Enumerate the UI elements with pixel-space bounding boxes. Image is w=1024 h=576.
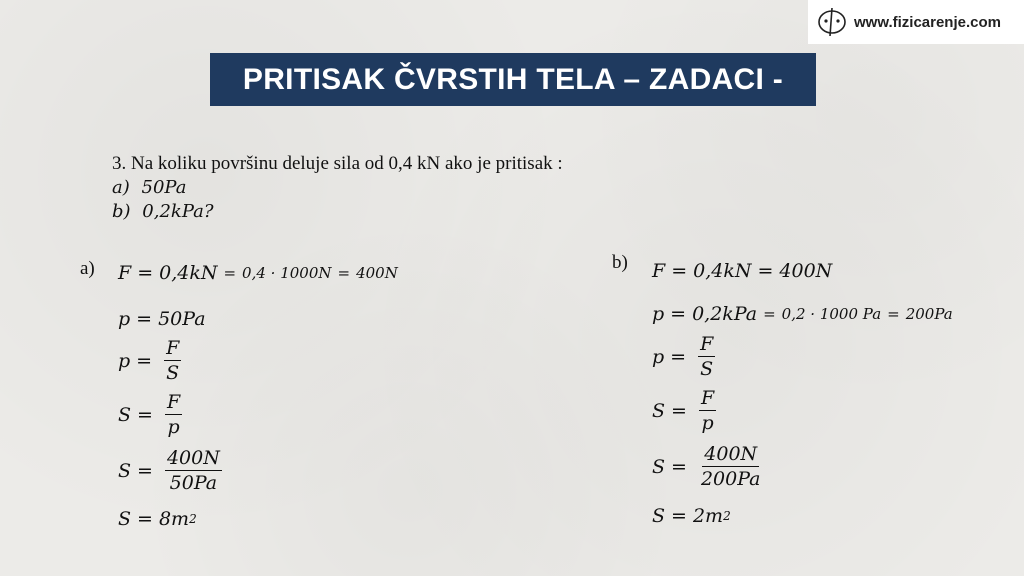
problem-statement: 3. Na koliku površinu deluje sila od 0,4 kN ako je pritisak : (112, 153, 563, 174)
solution-a-label: a) (80, 258, 95, 279)
eq-lhs: F (118, 262, 132, 284)
eq-value: 0,4 · 1000N (242, 264, 332, 282)
exponent: 2 (189, 512, 197, 526)
option-b-value: 0,2kPa? (142, 201, 214, 222)
eq-lhs: F (652, 260, 666, 282)
solution-a-formula-eq: p = $\frac{F}{S}$ (118, 337, 180, 384)
fraction (165, 448, 222, 493)
problem-option-b (112, 200, 563, 224)
solution-a-pressure-eq: p = 50Pa (118, 308, 206, 330)
title-banner (210, 53, 816, 106)
page-title: PRITISAK ČVRSTIH TELA – ZADACI - (242, 62, 784, 96)
site-logo[interactable] (808, 0, 1024, 44)
eq-value: 0,2kPa (692, 303, 758, 325)
eq-value: 400N (356, 264, 398, 282)
option-a-label: a) (112, 177, 130, 198)
fraction (165, 392, 182, 437)
eq-lhs: p (652, 345, 665, 368)
eq-value: 200Pa (905, 305, 953, 323)
option-a-value: 50Pa (141, 177, 187, 198)
problem-statement-block (112, 152, 563, 224)
fraction-denominator: p (701, 412, 714, 434)
fraction-denominator: 200Pa (700, 468, 761, 490)
fraction-denominator: S (166, 362, 180, 384)
eq-lhs: p (118, 349, 131, 372)
solution-b-area-calc-eq: S = $\frac{400N}{200Pa}$ (652, 443, 761, 490)
eq-value: 0,4kN (693, 260, 752, 282)
fraction (164, 338, 181, 383)
eq-lhs: p (118, 308, 131, 330)
option-b-label: b) (112, 201, 131, 222)
fraction-denominator: S (700, 358, 714, 380)
eq-value: 400N (779, 260, 833, 282)
fraction-denominator: 50Pa (169, 472, 218, 494)
eq-lhs: p (652, 303, 665, 325)
eq-lhs: S (118, 459, 132, 482)
eq-value: 0,4kN (159, 262, 218, 284)
solution-b-formula-eq: p = $\frac{F}{S}$ (652, 333, 714, 380)
eq-lhs: S (652, 505, 666, 527)
eq-value: 50Pa (158, 308, 206, 330)
fraction-numerator: 400N (166, 447, 220, 469)
eq-value: 0,2 · 1000 Pa (781, 305, 882, 323)
eq-lhs: S (652, 455, 666, 478)
fi-logo-icon (814, 6, 850, 38)
eq-lhs: S (118, 508, 132, 530)
fraction-numerator: F (166, 391, 181, 413)
fraction (699, 444, 763, 489)
fraction-numerator: 400N (704, 443, 758, 465)
solution-a-result-eq: S = 8m 2 (118, 508, 197, 530)
solution-b-label: b) (612, 252, 628, 273)
fraction (699, 388, 716, 433)
eq-lhs: S (652, 399, 666, 422)
fraction-numerator: F (166, 337, 180, 359)
fraction (698, 334, 715, 379)
solution-b-result-eq: S = 2m 2 (652, 505, 731, 527)
solution-b-pressure-eq: p = 0,2kPa = 0,2 · 1000 Pa = 200Pa (652, 303, 953, 325)
exponent: 2 (723, 509, 731, 523)
fraction-numerator: F (700, 387, 715, 409)
logo-text: www.fizicarenje.com (854, 13, 1001, 31)
fraction-numerator: F (700, 333, 714, 355)
solution-a-area-calc-eq: S = $\frac{400N}{50Pa}$ (118, 447, 220, 494)
solution-a-force-eq: F = 0,4kN = 0,4 · 1000N = 400N (118, 262, 398, 284)
problem-option-a (112, 176, 563, 200)
solution-a-area-formula-eq: S = $\frac{F}{p}$ (118, 391, 181, 438)
fraction-denominator: p (167, 416, 180, 438)
solution-b-area-formula-eq: S = $\frac{F}{p}$ (652, 387, 715, 434)
eq-value: 2m (692, 505, 724, 527)
eq-lhs: S (118, 403, 132, 426)
eq-value: 8m (158, 508, 190, 530)
solution-b-force-eq: F = 0,4kN = 400N (652, 260, 833, 282)
